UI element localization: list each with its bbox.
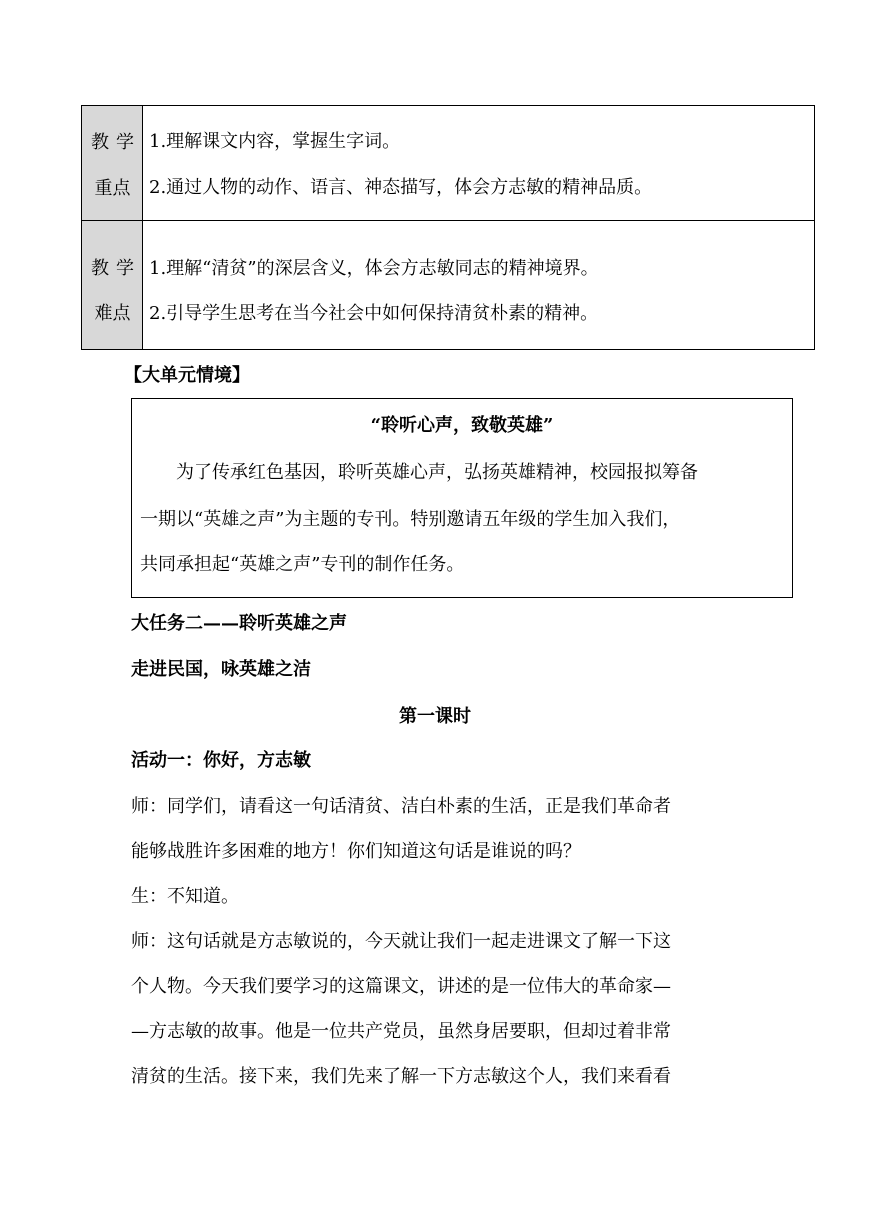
scenario-title: “聆听心声，致敬英雄” [370,415,554,436]
key-points-label-top: 教学 [91,132,141,153]
key-points-row [82,106,814,221]
scenario-text-line: 共同承担起“英雄之声”专刊的制作任务。 [140,554,465,575]
key-point-item: 1.理解课文内容，掌握生字词。 [149,131,401,152]
key-point-item: 2.通过人物的动作、语言、神态描写，体会方志敏的精神品质。 [149,177,653,198]
dialogue-line: 能够战胜许多困难的地方！你们知道这句话是谁说的吗？ [131,841,581,862]
difficult-points-label-bottom: 难点 [94,303,131,324]
activity-heading: 活动一：你好，方志敏 [131,750,311,771]
lesson-title: 第一课时 [399,706,471,727]
dialogue-line: 生：不知道。 [131,886,239,907]
scenario-heading: 【大单元情境】 [124,365,250,386]
task-heading: 大任务二——聆听英雄之声 [131,613,347,634]
difficult-points-label-cell [82,221,143,349]
scenario-text-line: 一期以“英雄之声”为主题的专刊。特别邀请五年级的学生加入我们， [140,509,681,530]
dialogue-line: 师：同学们，请看这一句话清贫、洁白朴素的生活，正是我们革命者 [131,796,671,817]
difficult-points-row [82,221,814,349]
teaching-goals-table [81,105,815,350]
sub-heading: 走进民国，咏英雄之洁 [131,659,311,680]
dialogue-line: 清贫的生活。接下来，我们先来了解一下方志敏这个人，我们来看看 [131,1066,671,1087]
dialogue-line: 个人物。今天我们要学习的这篇课文，讲述的是一位伟大的革命家— [131,976,671,997]
scenario-box [131,398,793,598]
key-points-label-bottom: 重点 [94,178,131,199]
dialogue-line: 师：这句话就是方志敏说的，今天就让我们一起走进课文了解一下这 [131,931,671,952]
scenario-text-line: 为了传承红色基因，聆听英雄心声，弘扬英雄精神，校园报拟筹备 [176,462,698,483]
difficult-point-item: 2.引导学生思考在当今社会中如何保持清贫朴素的精神。 [149,303,599,324]
difficult-point-item: 1.理解“清贫”的深层含义，体会方志敏同志的精神境界。 [149,258,599,279]
key-points-label-cell [82,106,143,220]
dialogue-line: —方志敏的故事。他是一位共产党员，虽然身居要职，但却过着非常 [131,1021,671,1042]
difficult-points-label-top: 教学 [91,258,141,279]
